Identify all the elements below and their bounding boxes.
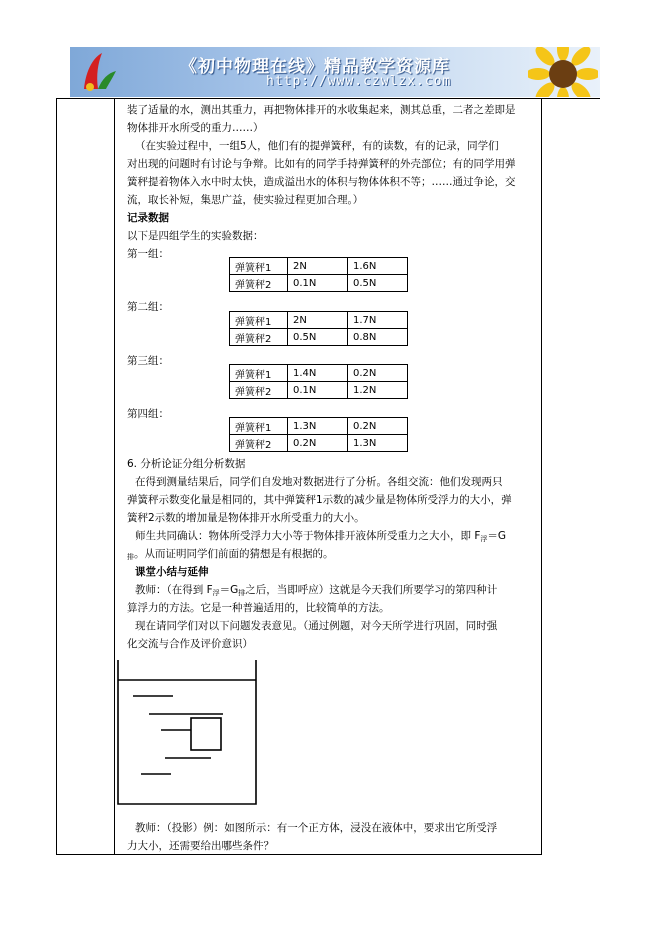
record-heading: 记录数据 xyxy=(127,212,169,224)
table-row xyxy=(230,329,408,346)
table-row xyxy=(230,275,408,292)
banner-title: 《初中物理在线》精品教学资源库 xyxy=(180,57,450,77)
teacher-text: 教师：（在得到 F xyxy=(135,584,213,596)
table-cell: 弹簧秤1 xyxy=(230,365,288,382)
table-row xyxy=(230,365,408,382)
paragraph-line: 教师：（投影）例：如图所示：有一个正方体，浸没在液体中，要求出它所受浮 xyxy=(135,822,498,834)
frame-left-line xyxy=(56,98,57,855)
table-cell: 弹簧秤2 xyxy=(230,275,288,292)
analysis-heading: 6. 分析论证分组分析数据 xyxy=(127,458,246,470)
container-cube-diagram xyxy=(115,658,265,808)
subscript-float: 浮 xyxy=(212,589,220,597)
paragraph-line: 物体排开水所受的重力……） xyxy=(127,122,264,134)
paragraph-line: 算浮力的方法。它是一种普遍适用的，比较简单的方法。 xyxy=(127,602,390,614)
record-intro: 以下是四组学生的实验数据： xyxy=(127,230,264,242)
table-cell: 弹簧秤2 xyxy=(230,435,288,452)
data-table xyxy=(229,257,408,292)
subscript-displaced: 排 xyxy=(127,553,134,561)
table-row xyxy=(230,382,408,399)
table-cell: 0.5N xyxy=(288,329,348,346)
table-cell: 1.3N xyxy=(348,435,408,452)
table-row xyxy=(230,418,408,435)
data-table xyxy=(229,311,408,346)
teacher-text: 之后，当即呼应）这就是今天我们所要学习的第四种计 xyxy=(245,584,498,596)
table-cell: 0.1N xyxy=(288,382,348,399)
table-row xyxy=(230,312,408,329)
paragraph-line: （在实验过程中，一组5人，他们有的提弹簧秤，有的读数，有的记录，同学们 xyxy=(135,140,499,152)
subscript-float: 浮 xyxy=(480,535,488,543)
table-cell: 2N xyxy=(288,258,348,275)
summary-heading: 课堂小结与延伸 xyxy=(135,566,209,578)
paragraph-line: 力大小，还需要给出哪些条件？ xyxy=(127,840,274,852)
confirm-text: 。从而证明同学们前面的猜想是有根据的。 xyxy=(134,548,334,560)
table-cell: 弹簧秤1 xyxy=(230,312,288,329)
table-cell: 1.2N xyxy=(348,382,408,399)
group-label: 第一组： xyxy=(127,248,169,260)
table-cell: 0.2N xyxy=(288,435,348,452)
paragraph-line: 簧秤2示数的增加量是物体排开水所受重力的大小。 xyxy=(127,512,365,524)
table-cell: 1.6N xyxy=(348,258,408,275)
paragraph-line: 化交流与合作及评价意识） xyxy=(127,638,253,650)
table-row xyxy=(230,435,408,452)
banner-url[interactable]: http://www.czwlzx.com xyxy=(266,74,452,89)
table-cell: 1.4N xyxy=(288,365,348,382)
paragraph-line: 对出现的问题时有讨论与争辩。比如有的同学手持弹簧秤的外壳部位；有的同学用弹 xyxy=(127,158,516,170)
header-banner xyxy=(70,47,600,97)
frame-right-line xyxy=(541,98,542,855)
sunflower-icon xyxy=(528,47,598,97)
table-cell: 弹簧秤1 xyxy=(230,418,288,435)
table-cell: 0.2N xyxy=(348,365,408,382)
data-table xyxy=(229,417,408,452)
paragraph-line: 在得到测量结果后，同学们自发地对数据进行了分析。各组交流：他们发现两只 xyxy=(135,476,503,488)
table-cell: 1.3N xyxy=(288,418,348,435)
paragraph-line: 流，取长补短，集思广益，使实验过程更加合理。） xyxy=(127,194,364,206)
paragraph-line: 簧秤提着物体入水中时太快，造成溢出水的体积与物体体积不等；……通过争论，交 xyxy=(127,176,516,188)
teacher-equals: ＝G xyxy=(219,584,239,596)
table-cell: 弹簧秤2 xyxy=(230,382,288,399)
paragraph-line: 现在请同学们对以下问题发表意见。（通过例题，对今天所学进行巩固，同时强 xyxy=(135,620,498,632)
confirm-equals: ＝G xyxy=(487,530,507,542)
group-label: 第三组： xyxy=(127,355,169,367)
paragraph-line: 弹簧秤示数变化量是相同的，其中弹簧秤1示数的减少量是物体所受浮力的大小，弹 xyxy=(127,494,512,506)
subscript-displaced: 排 xyxy=(238,589,246,597)
paragraph-line: 装了适量的水，测出其重力，再把物体排开的水收集起来，测其总重，二者之差即是 xyxy=(127,104,516,116)
table-cell: 0.2N xyxy=(348,418,408,435)
data-table xyxy=(229,364,408,399)
site-logo-icon xyxy=(76,49,122,95)
table-cell: 0.8N xyxy=(348,329,408,346)
table-cell: 弹簧秤2 xyxy=(230,329,288,346)
frame-top-line xyxy=(56,98,600,99)
table-cell: 弹簧秤1 xyxy=(230,258,288,275)
group-label: 第四组： xyxy=(127,408,169,420)
table-cell: 0.1N xyxy=(288,275,348,292)
table-cell: 1.7N xyxy=(348,312,408,329)
group-label: 第二组： xyxy=(127,301,169,313)
table-cell: 2N xyxy=(288,312,348,329)
confirm-text: 师生共同确认：物体所受浮力大小等于物体排开液体所受重力之大小，即 F xyxy=(135,530,481,542)
table-cell: 0.5N xyxy=(348,275,408,292)
table-row xyxy=(230,258,408,275)
